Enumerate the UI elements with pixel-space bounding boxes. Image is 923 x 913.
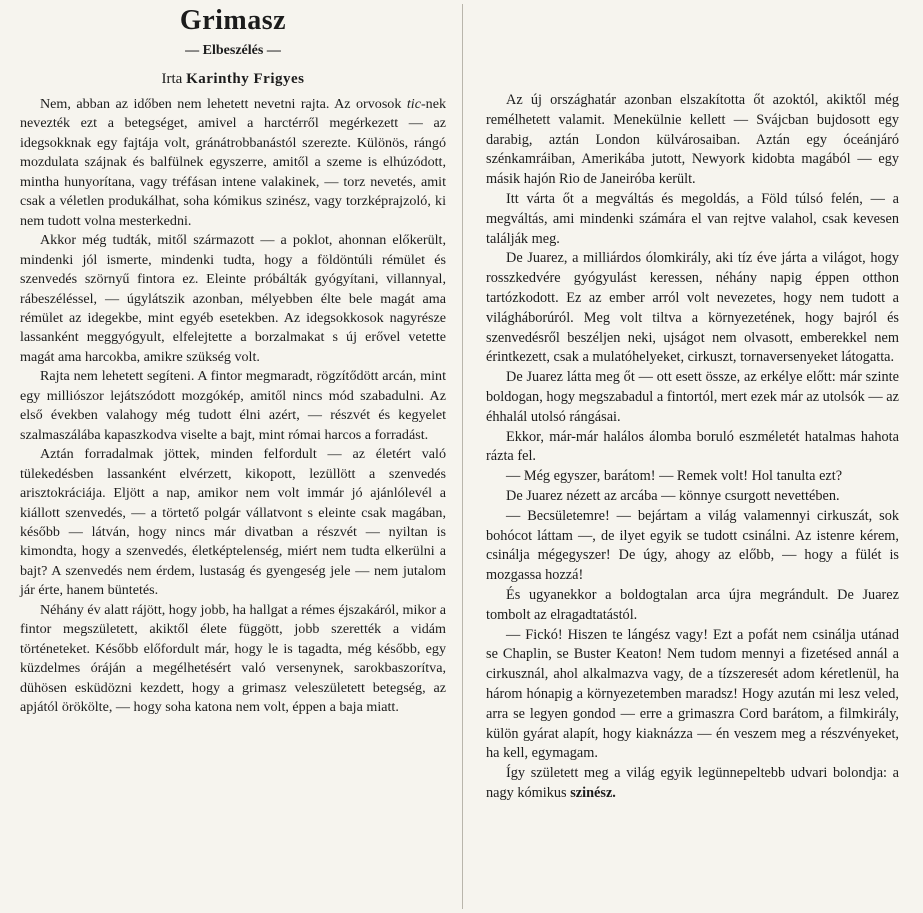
paragraph: Itt várta őt a megváltás és megoldás, a Föld túlsó felén, — a megváltás, ami mindenki számára el van rejtve valahol, csak kevesen találják meg. [486, 190, 899, 247]
paragraph-bold-word: szinész. [570, 784, 616, 801]
byline-prefix: Irta [161, 71, 183, 87]
paragraph: Az új országhatár azonban elszakította őt azoktól, akiktől még remélhetett valamit. Menekülnie kellett — Svájcban bujdosott egy darabig, aztán London külvárosaiban. Aztán egy óceánjáró szénkamráiban, Amerikába jutott, Newyork kidobta magából — egy másik hajón Rio de Janeiróba került. [486, 92, 899, 188]
left-column [20, 0, 446, 718]
paragraph [486, 764, 899, 804]
paragraph-text: Így született meg a világ egyik legünnepeltebb udvari bolondja: a nagy kómikus [486, 765, 899, 801]
right-column [486, 91, 899, 804]
paragraph-text: -nek nevezték ezt a betegséget, amivel a harctérről megérkezett — az idegsokknak egy fajtája volt, gránátrobbanástól szerezte. Különös, rángó mozdulata szájnak és balfülnek egyszerre, amitől a szeme is elhúzódott, mintha hunyorítana, vagy tréfásan intene valakinek, — torz nevetés, amit csak a véletlen produkálhat, soha kómikus szinész, vagy torzképrajzoló, ki nem tudott volna mesterkedni. [20, 96, 446, 229]
paragraph: De Juarez, a milliárdos ólomkirály, aki tíz éve járta a világot, hogy rosszkedvére gyógyulást keressen, néhány napig éppen otthon tartózkodott. Ez az ember arról volt nevezetes, hogy nem tudott a világháborúról. Meg volt tiltva a környezetének, hogy bajról és szenvedésről beszéljen neki, ujságot nem olvasott, emberekkel nem érintkezett, csak a mulatóhelyeket, cirkuszt, tornaversenyeket látogatta. [486, 250, 899, 366]
paragraph: De Juarez látta meg őt — ott esett össze, az erkélye előtt: már szinte boldogan, hogy megszabadul a fintortól, mert ezek már az utolsók — az éhhalál utolsó rángásai. [486, 369, 899, 425]
paragraph: — Fickó! Hiszen te lángész vagy! Ezt a pofát nem csinálja utánad se Chaplin, se Buster Keaton! Nem tudom mennyi a fizetésed annál a cirkusznál, ahol alkalmazva vagy, de a tízszeresét adom kéretlenül, ha három hónapig a környezetemben maradsz! Hogy azután mi lesz veled, arra se legyen gondod — erre a grimaszra Cord barátom, a filmkirály, külön gyárat alapít, hogy kiaknázza — én veszem meg a részvényeket, ha kell, egymagam. [486, 626, 899, 762]
paragraph: De Juarez nézett az arcába — könnye csurgott nevettében. [506, 487, 840, 504]
paragraph-italic-term: tic [406, 96, 421, 112]
article-subtitle: — Elbeszélés — [185, 43, 281, 58]
paragraph [20, 95, 446, 231]
paragraph: Aztán forradalmak jöttek, minden felfordult — az életért való tülekedésben lassanként elvérzett, kikopott, lezüllött a szenvedés arisztokráciája. Eljött a nap, amikor nem volt immár jó ajánlólevél a kiállott szenvedés, — a törtető polgár vállatvont s eleinte csak magában, később — látván, hogy nincs már divatban a részvét — nyiltan is kimondta, hogy a szenvedés, életképtelenség, miért nem tudta elkerülni a bajt? A szenvedés nem érdem, lustaság és gyengeség jele — nem jutalom jár érte, hanem büntetés. [20, 446, 446, 599]
article-byline [20, 69, 446, 89]
paragraph: — Becsületemre! — bejártam a világ valamennyi cirkuszát, sok bohócot láttam —, de ilyet egyik se tudott csinálni. Az istenre kérem, csinálja mégegyszer! De úgy, ahogy az előbb, — hogy a fülét is mozgassa hozzá! [486, 507, 899, 584]
left-body-text [20, 95, 446, 718]
article-title: Grimasz [179, 5, 287, 36]
paragraph: — Még egyszer, barátom! — Remek volt! Hol tanulta ezt? [506, 468, 843, 485]
paragraph: Ekkor, már-már halálos álomba boruló eszméletét hatalmas hahota rázta fel. [486, 428, 899, 465]
author-name: Karinthy Frigyes [186, 71, 305, 87]
paragraph: És ugyanekkor a boldogtalan arca újra megrándult. De Juarez tombolt az elragadtatástól. [486, 586, 899, 623]
paragraph: Rajta nem lehetett segíteni. A fintor megmaradt, rögzítődött arcán, mint egy milliószor lejátszódott mozgókép, amitől nincs mód szabadulni. Az első években valahogy még tudott élni azért, — részvét és kegyelet szalmaszálába kapaszkodva viselte a bajt, mint római harcos a forradást. [20, 368, 446, 443]
paragraph: Néhány év alatt rájött, hogy jobb, ha hallgat a rémes éjszakáról, mikor a fintor megszületett, akiktől élete függött, jobb szerették a vidám történeteket. Később előfordult már, hogy le is tagadta, még később, egy küzdelmes óráján a megélhetésért való versenynek, sarokbaszorítva, dühösen esküdözni kezdett, hogy a grimasz veleszületett betegség, az apjától örökölte, — hogy soha katona nem volt, éppen a baja miatt. [20, 601, 446, 716]
column-divider [462, 4, 463, 909]
paragraph-text: Nem, abban az időben nem lehetett nevetni rajta. Az orvosok [40, 96, 407, 112]
paragraph: Akkor még tudták, mitől származott — a poklot, ahonnan előkerült, mindenki jól ismerte, mindenki tudta, hogy a földöntúli rémület és szenvedés szörnyű fintora ez. Eleinte próbálták gyógyítani, villannyal, rábeszéléssel, — úgylátszik azonban, mélyebben élte bele magát ama rémület az idegekbe, mint egyéb esetekben. Az idegsokkosok nagyrésze lassanként meggyógyult, elfelejtette a borzalmakat s új erővel vetette magát ama harcokba, amikre szükség volt. [20, 232, 446, 365]
